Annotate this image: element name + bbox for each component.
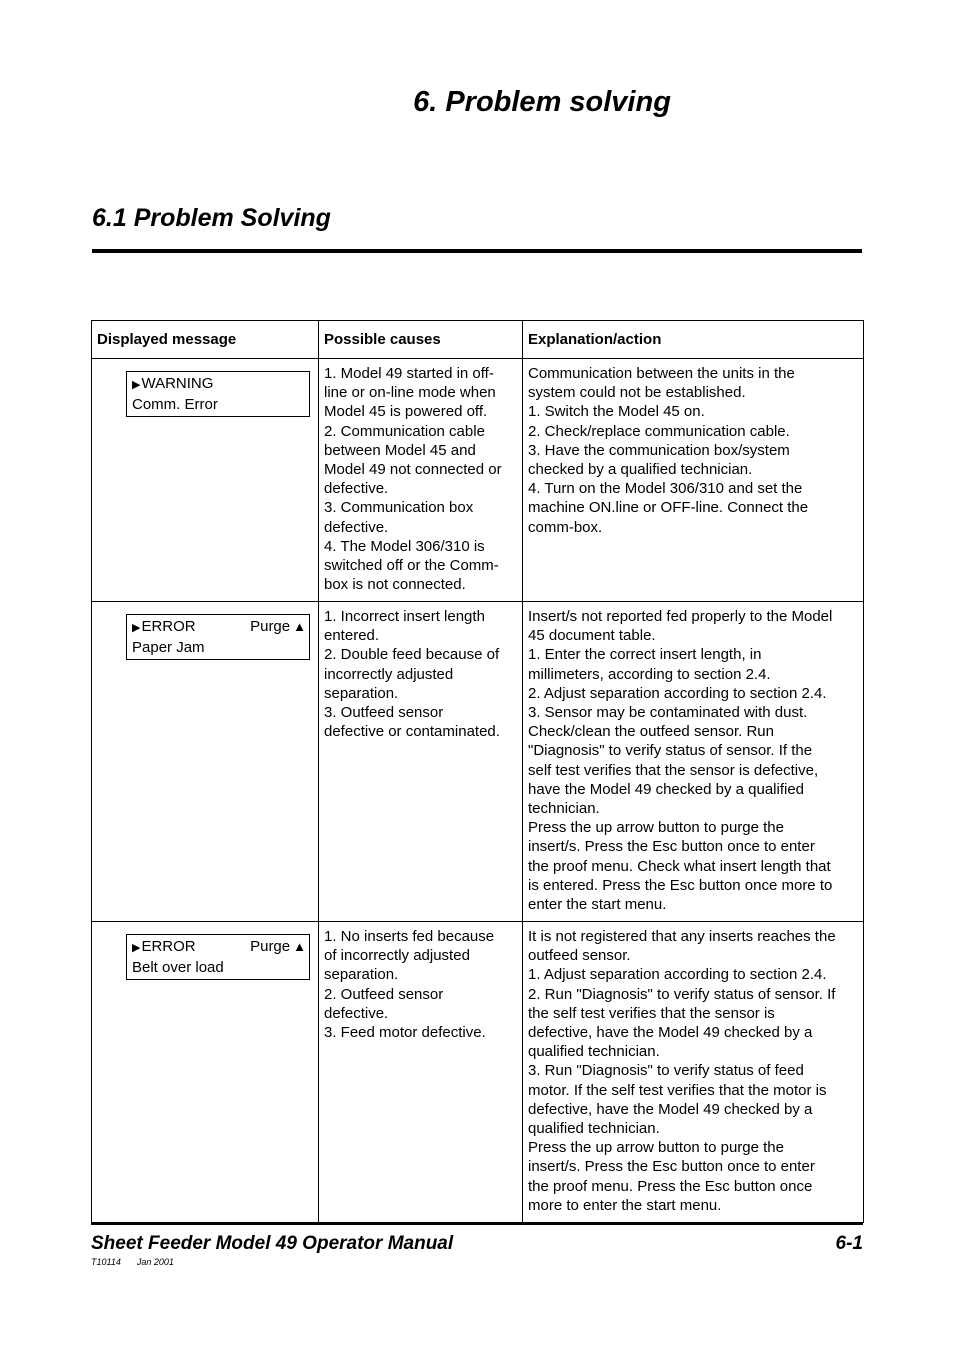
action-line: insert/s. Press the Esc button once to enter — [528, 1158, 815, 1176]
action-line: Press the up arrow button to purge the — [528, 1139, 784, 1157]
action-line: defective, have the Model 49 checked by a — [528, 1100, 813, 1118]
header-displayed-message: Displayed message — [92, 321, 319, 359]
action-line: more to enter the start menu. — [528, 1196, 722, 1214]
cause-line: 3. Communication box — [324, 499, 474, 517]
problem-table — [91, 320, 864, 1223]
cause-line: separation. — [324, 966, 399, 984]
action-line: system could not be established. — [528, 384, 746, 402]
cause-line: box is not connected. — [324, 576, 466, 594]
action-line: 3. Have the communication box/system — [528, 441, 790, 459]
displayed-message-cell — [92, 602, 319, 922]
triangle-up-icon: ▲ — [293, 619, 306, 634]
cause-line: 4. The Model 306/310 is — [324, 537, 485, 555]
footer-date: Jan 2001 — [136, 1257, 174, 1267]
section-divider — [92, 249, 862, 253]
triangle-up-icon: ▲ — [293, 939, 306, 954]
action-line: enter the start menu. — [528, 896, 667, 914]
cause-line: Model 45 is powered off. — [324, 403, 488, 421]
action-line: machine ON.line or OFF-line. Connect the — [528, 499, 809, 517]
explanation-action-cell — [523, 359, 864, 602]
cause-line: 1. Model 49 started in off- — [324, 365, 494, 382]
footer-page-number: 6-1 — [835, 1233, 863, 1254]
display-message-box — [126, 614, 310, 660]
explanation-action-cell — [523, 922, 864, 1223]
action-line: defective, have the Model 49 checked by a — [528, 1024, 813, 1042]
cause-line: defective or contaminated. — [324, 723, 500, 741]
action-line: 3. Run "Diagnosis" to verify status of feed — [528, 1062, 804, 1080]
action-line: is entered. Press the Esc button once more to — [528, 876, 833, 894]
action-line: the proof menu. Check what insert length that — [528, 857, 831, 875]
action-line: Press the up arrow button to purge the — [528, 819, 784, 837]
action-line: have the Model 49 checked by a qualified — [528, 780, 805, 798]
action-line: Communication between the units in the — [528, 365, 795, 382]
cause-line: 2. Communication cable — [324, 422, 485, 440]
action-line: outfeed sensor. — [528, 947, 631, 965]
cause-line: entered. — [324, 627, 380, 645]
action-line: self test verifies that the sensor is defective, — [528, 761, 819, 779]
cause-line: 2. Outfeed sensor — [324, 985, 444, 1003]
cause-line: 1. No inserts fed because — [324, 928, 495, 945]
display-message-box — [126, 371, 310, 417]
display-line1-label: ERROR — [141, 938, 196, 955]
cause-line: of incorrectly adjusted — [324, 947, 470, 965]
action-line: checked by a qualified technician. — [528, 461, 753, 479]
display-line2-label: Belt over load — [132, 959, 224, 976]
chapter-title: 6. Problem solving — [413, 86, 671, 118]
action-line: 2. Check/replace communication cable. — [528, 422, 790, 440]
display-line1-label: ERROR — [141, 618, 196, 635]
display-line2-label: Paper Jam — [132, 639, 205, 656]
cause-line: line or on-line mode when — [324, 384, 496, 402]
table-row — [92, 922, 864, 1223]
action-line: 2. Run "Diagnosis" to verify status of sensor. If — [528, 985, 836, 1003]
table-header-row — [92, 321, 864, 359]
triangle-right-icon: ▶ — [132, 379, 141, 391]
action-line: the proof menu. Press the Esc button once — [528, 1177, 813, 1195]
table-row — [92, 359, 864, 602]
action-line: qualified technician. — [528, 1120, 660, 1138]
table-row — [92, 602, 864, 922]
action-line: the self test verifies that the sensor is — [528, 1004, 775, 1022]
footer-divider — [91, 1223, 863, 1225]
cause-line: between Model 45 and — [324, 441, 476, 459]
cause-line: defective. — [324, 518, 389, 536]
action-line: Insert/s not reported fed properly to the Model — [528, 608, 833, 625]
footer-manual-title: Sheet Feeder Model 49 Operator Manual — [91, 1233, 454, 1254]
header-explanation-action: Explanation/action — [523, 321, 864, 359]
display-line2-label: Comm. Error — [132, 396, 218, 413]
triangle-right-icon: ▶ — [132, 942, 141, 954]
displayed-message-cell — [92, 922, 319, 1223]
action-line: comm-box. — [528, 518, 603, 536]
cause-line: incorrectly adjusted — [324, 665, 454, 683]
possible-causes-cell — [319, 602, 523, 922]
action-line: 4. Turn on the Model 306/310 and set the — [528, 480, 803, 498]
cause-line: 1. Incorrect insert length — [324, 608, 485, 625]
display-purge-label: Purge — [250, 938, 291, 955]
action-line: 3. Sensor may be contaminated with dust. — [528, 704, 808, 722]
footer-doc-id: T10114 — [91, 1257, 121, 1267]
action-line: 45 document table. — [528, 627, 656, 645]
section-title: 6.1 Problem Solving — [92, 204, 331, 232]
footer-meta — [91, 1257, 190, 1267]
triangle-right-icon: ▶ — [132, 622, 141, 634]
action-line: 1. Adjust separation according to section 2.4. — [528, 966, 827, 984]
action-line: qualified technician. — [528, 1043, 660, 1061]
cause-line: separation. — [324, 684, 399, 702]
action-line: It is not registered that any inserts reaches the — [528, 928, 836, 945]
display-purge-label: Purge — [250, 618, 291, 635]
display-message-box — [126, 934, 310, 980]
header-possible-causes: Possible causes — [319, 321, 523, 359]
action-line: 1. Enter the correct insert length, in — [528, 646, 762, 664]
cause-line: Model 49 not connected or — [324, 461, 502, 479]
action-line: insert/s. Press the Esc button once to enter — [528, 838, 815, 856]
displayed-message-cell — [92, 359, 319, 602]
action-line: 1. Switch the Model 45 on. — [528, 403, 705, 421]
action-line: 2. Adjust separation according to section 2.4. — [528, 684, 827, 702]
action-line: Check/clean the outfeed sensor. Run — [528, 723, 774, 741]
cause-line: defective. — [324, 1004, 389, 1022]
cause-line: 2. Double feed because of — [324, 646, 500, 664]
action-line: millimeters, according to section 2.4. — [528, 665, 771, 683]
action-line: motor. If the self test verifies that the motor is — [528, 1081, 827, 1099]
action-line: "Diagnosis" to verify status of sensor. If the — [528, 742, 813, 760]
possible-causes-cell — [319, 359, 523, 602]
cause-line: 3. Outfeed sensor — [324, 704, 444, 722]
cause-line: 3. Feed motor defective. — [324, 1024, 486, 1042]
explanation-action-cell — [523, 602, 864, 922]
action-line: technician. — [528, 800, 600, 818]
display-line1-label: WARNING — [141, 375, 214, 392]
possible-causes-cell — [319, 922, 523, 1223]
cause-line: switched off or the Comm- — [324, 557, 499, 575]
cause-line: defective. — [324, 480, 389, 498]
